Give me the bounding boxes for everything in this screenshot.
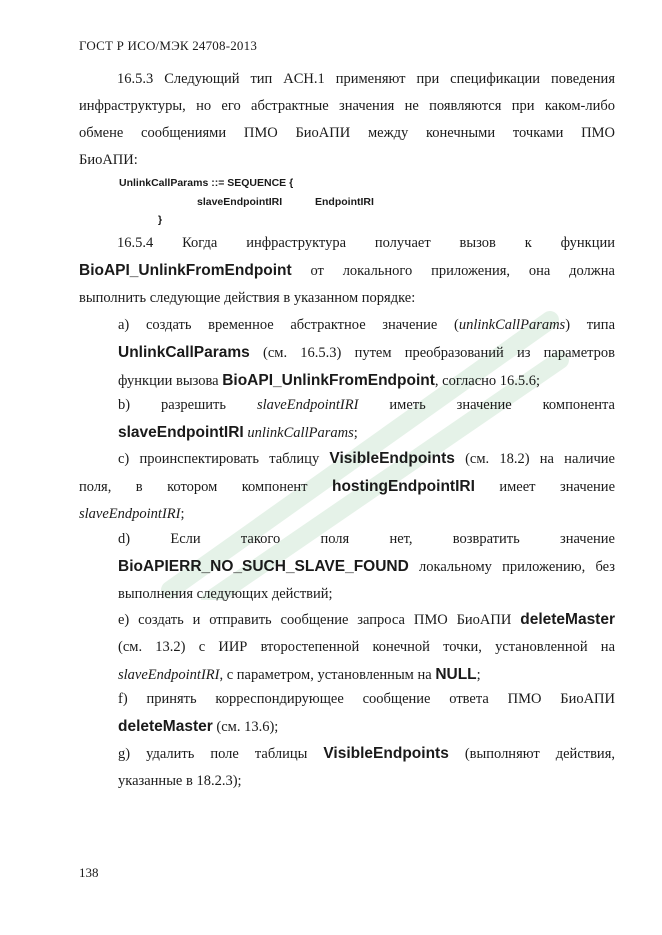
code-close-brace: } bbox=[158, 214, 163, 226]
paragraph-16-5-4 bbox=[79, 230, 615, 312]
list-item-b: b) разрешить slaveEndpointIRI иметь значение компонента slaveEndpointIRI unlinkCallParams; bbox=[118, 397, 615, 441]
text-line: 16.5.4 Когда инфраструктура получает вызов к функции bbox=[117, 235, 615, 251]
list-item-d: d) Если такого поля нет, возвратить значение BioAPIERR_NO_SUCH_SLAVE_FOUND локальному приложению, без выполнения следующих действий; bbox=[118, 531, 615, 602]
paragraph-16-5-3 bbox=[79, 66, 615, 174]
page-header: ГОСТ Р ИСО/МЭК 24708-2013 bbox=[79, 38, 258, 53]
text-line: 16.5.3 Следующий тип ACH.1 применяют при спецификации поведения bbox=[117, 71, 615, 87]
page-number: 138 bbox=[79, 865, 99, 880]
list-item-a: а) создать временное абстрактное значение (unlinkCallParams) типа UnlinkCallParams (см. 16.5.3) путем преобразований из параметров функции вызова BioAPI_UnlinkFromEndpoint, согласно 16.5.6; bbox=[118, 317, 616, 389]
function-name: BioAPI_UnlinkFromEndpoint bbox=[79, 262, 292, 279]
code-field-name: slaveEndpointIRI bbox=[197, 196, 283, 208]
text-line: обмене сообщениями ПМО БиоАПИ между конечными точками ПМО bbox=[79, 125, 615, 141]
text-line: выполнить следующие действия в указанном порядке: bbox=[79, 290, 416, 306]
list-item-g: g) удалить поле таблицы VisibleEndpoints (выполняют действия, указанные в 18.2.3); bbox=[118, 745, 615, 789]
text-line: инфраструктуры, но его абстрактные значения не появляются при каком-либо bbox=[79, 98, 615, 114]
list-item-c: с) проинспектировать таблицу VisibleEndpoints (см. 18.2) на наличие поля, в котором компонент hostingEndpointIRI имеет значение slaveEndpointIRI; bbox=[79, 450, 616, 522]
text-fragment: от локального приложения, она должна bbox=[291, 263, 615, 279]
list-item-e: е) создать и отправить сообщение запроса ПМО БиоАПИ deleteMaster (см. 13.2) с ИИР второстепенной конечной точки, установленной на slaveEndpointIRI, с параметром, установленным на NULL; bbox=[118, 611, 615, 683]
code-field-type: EndpointIRI bbox=[315, 196, 374, 208]
code-line-sequence: UnlinkCallParams ::= SEQUENCE { bbox=[119, 177, 294, 189]
text-line: БиоАПИ: bbox=[79, 152, 138, 168]
list-item-f: f) принять корреспондирующее сообщение ответа ПМО БиоАПИ deleteMaster (см. 13.6); bbox=[118, 691, 615, 735]
